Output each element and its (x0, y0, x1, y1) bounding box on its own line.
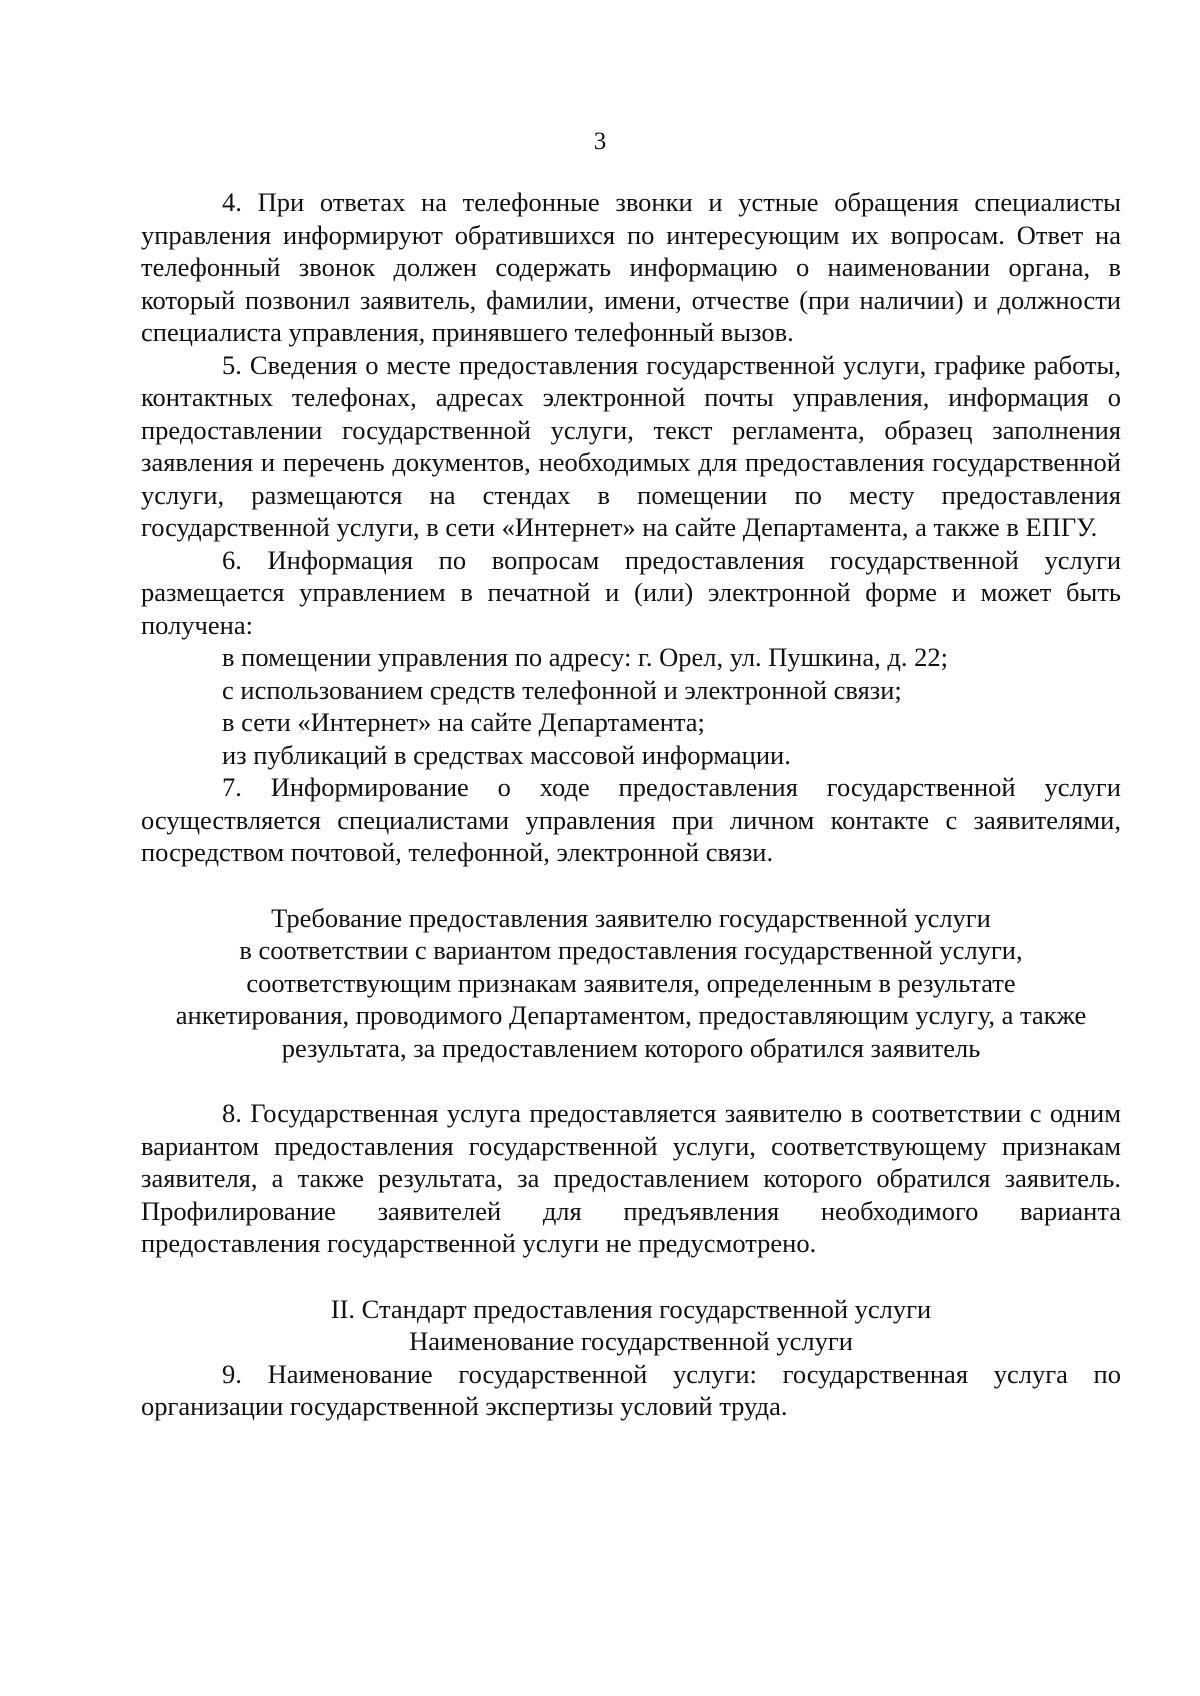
paragraph-9: 9. Наименование государственной услуги: государственная услуга по организации государственной экспертизы условий труда. (141, 1358, 1121, 1421)
section-title: II. Стандарт предоставления государственной услуги (330, 1293, 932, 1324)
requirement-heading-line-4: анкетирования, проводимого Департаментом, предоставляющим услугу, а также (175, 1000, 1087, 1030)
section-heading (141, 1293, 1121, 1358)
document-body (141, 186, 1121, 1423)
paragraph-6: 6. Информация по вопросам предоставления государственной услуги размещается управлением в печатной и (или) электронной форме и может быть получена: (141, 544, 1121, 640)
paragraph-6-item-4: из публикаций в средствах массовой информации. (222, 739, 791, 770)
requirement-heading-line-1: Требование предоставления заявителю государственной услуги (271, 902, 991, 933)
requirement-heading-line-2: в соответствии с вариантом предоставления государственной услуги, (239, 935, 1023, 965)
paragraph-6-item-3: в сети «Интернет» на сайте Департамента; (222, 707, 705, 737)
page-number: 3 (593, 128, 607, 155)
requirement-heading (141, 902, 1121, 1065)
paragraph-6-item-1: в помещении управления по адресу: г. Орел, ул. Пушкина, д. 22; (222, 642, 948, 672)
paragraph-8: 8. Государственная услуга предоставляется заявителю в соответствии с одним вариантом предоставления государственной услуги, соответствующему признакам заявителя, а также результата, за предоставлением которого обратился заявитель. Профилирование заявителей для предъявления необходимого варианта предоставления государственной услуги не предусмотрено. (141, 1098, 1121, 1258)
paragraph-7: 7. Информирование о ходе предоставления государственной услуги осуществляется специалистами управления при личном контакте с заявителями, посредством почтовой, телефонной, электронной связи. (141, 772, 1121, 867)
paragraph-6-item-2: с использованием средств телефонной и электронной связи; (222, 674, 902, 705)
paragraph-5: 5. Сведения о месте предоставления государственной услуги, графике работы, контактных телефонах, адресах электронной почты управления, информация о предоставлении государственной услуги, текст регламента, образец заполнения заявления и перечень документов, необходимых для предоставления государственной услуги, размещаются на стендах в помещении по месту предоставления государственной услуги, в сети «Интернет» на сайте Департамента, а также в ЕПГУ. (141, 349, 1121, 542)
requirement-heading-line-5: результата, за предоставлением которого обратился заявитель (281, 1032, 981, 1063)
service-name-title: Наименование государственной услуги (409, 1326, 853, 1356)
paragraph-4: 4. При ответах на телефонные звонки и устные обращения специалисты управления информируют обратившихся по интересующим их вопросам. Ответ на телефонный звонок должен содержать информацию о наименовании органа, в который позвонил заявитель, фамилии, имени, отчестве (при наличии) и должности специалиста управления, принявшего телефонный вызов. (141, 187, 1121, 347)
requirement-heading-line-3: соответствующим признакам заявителя, определенным в результате (246, 967, 1016, 998)
